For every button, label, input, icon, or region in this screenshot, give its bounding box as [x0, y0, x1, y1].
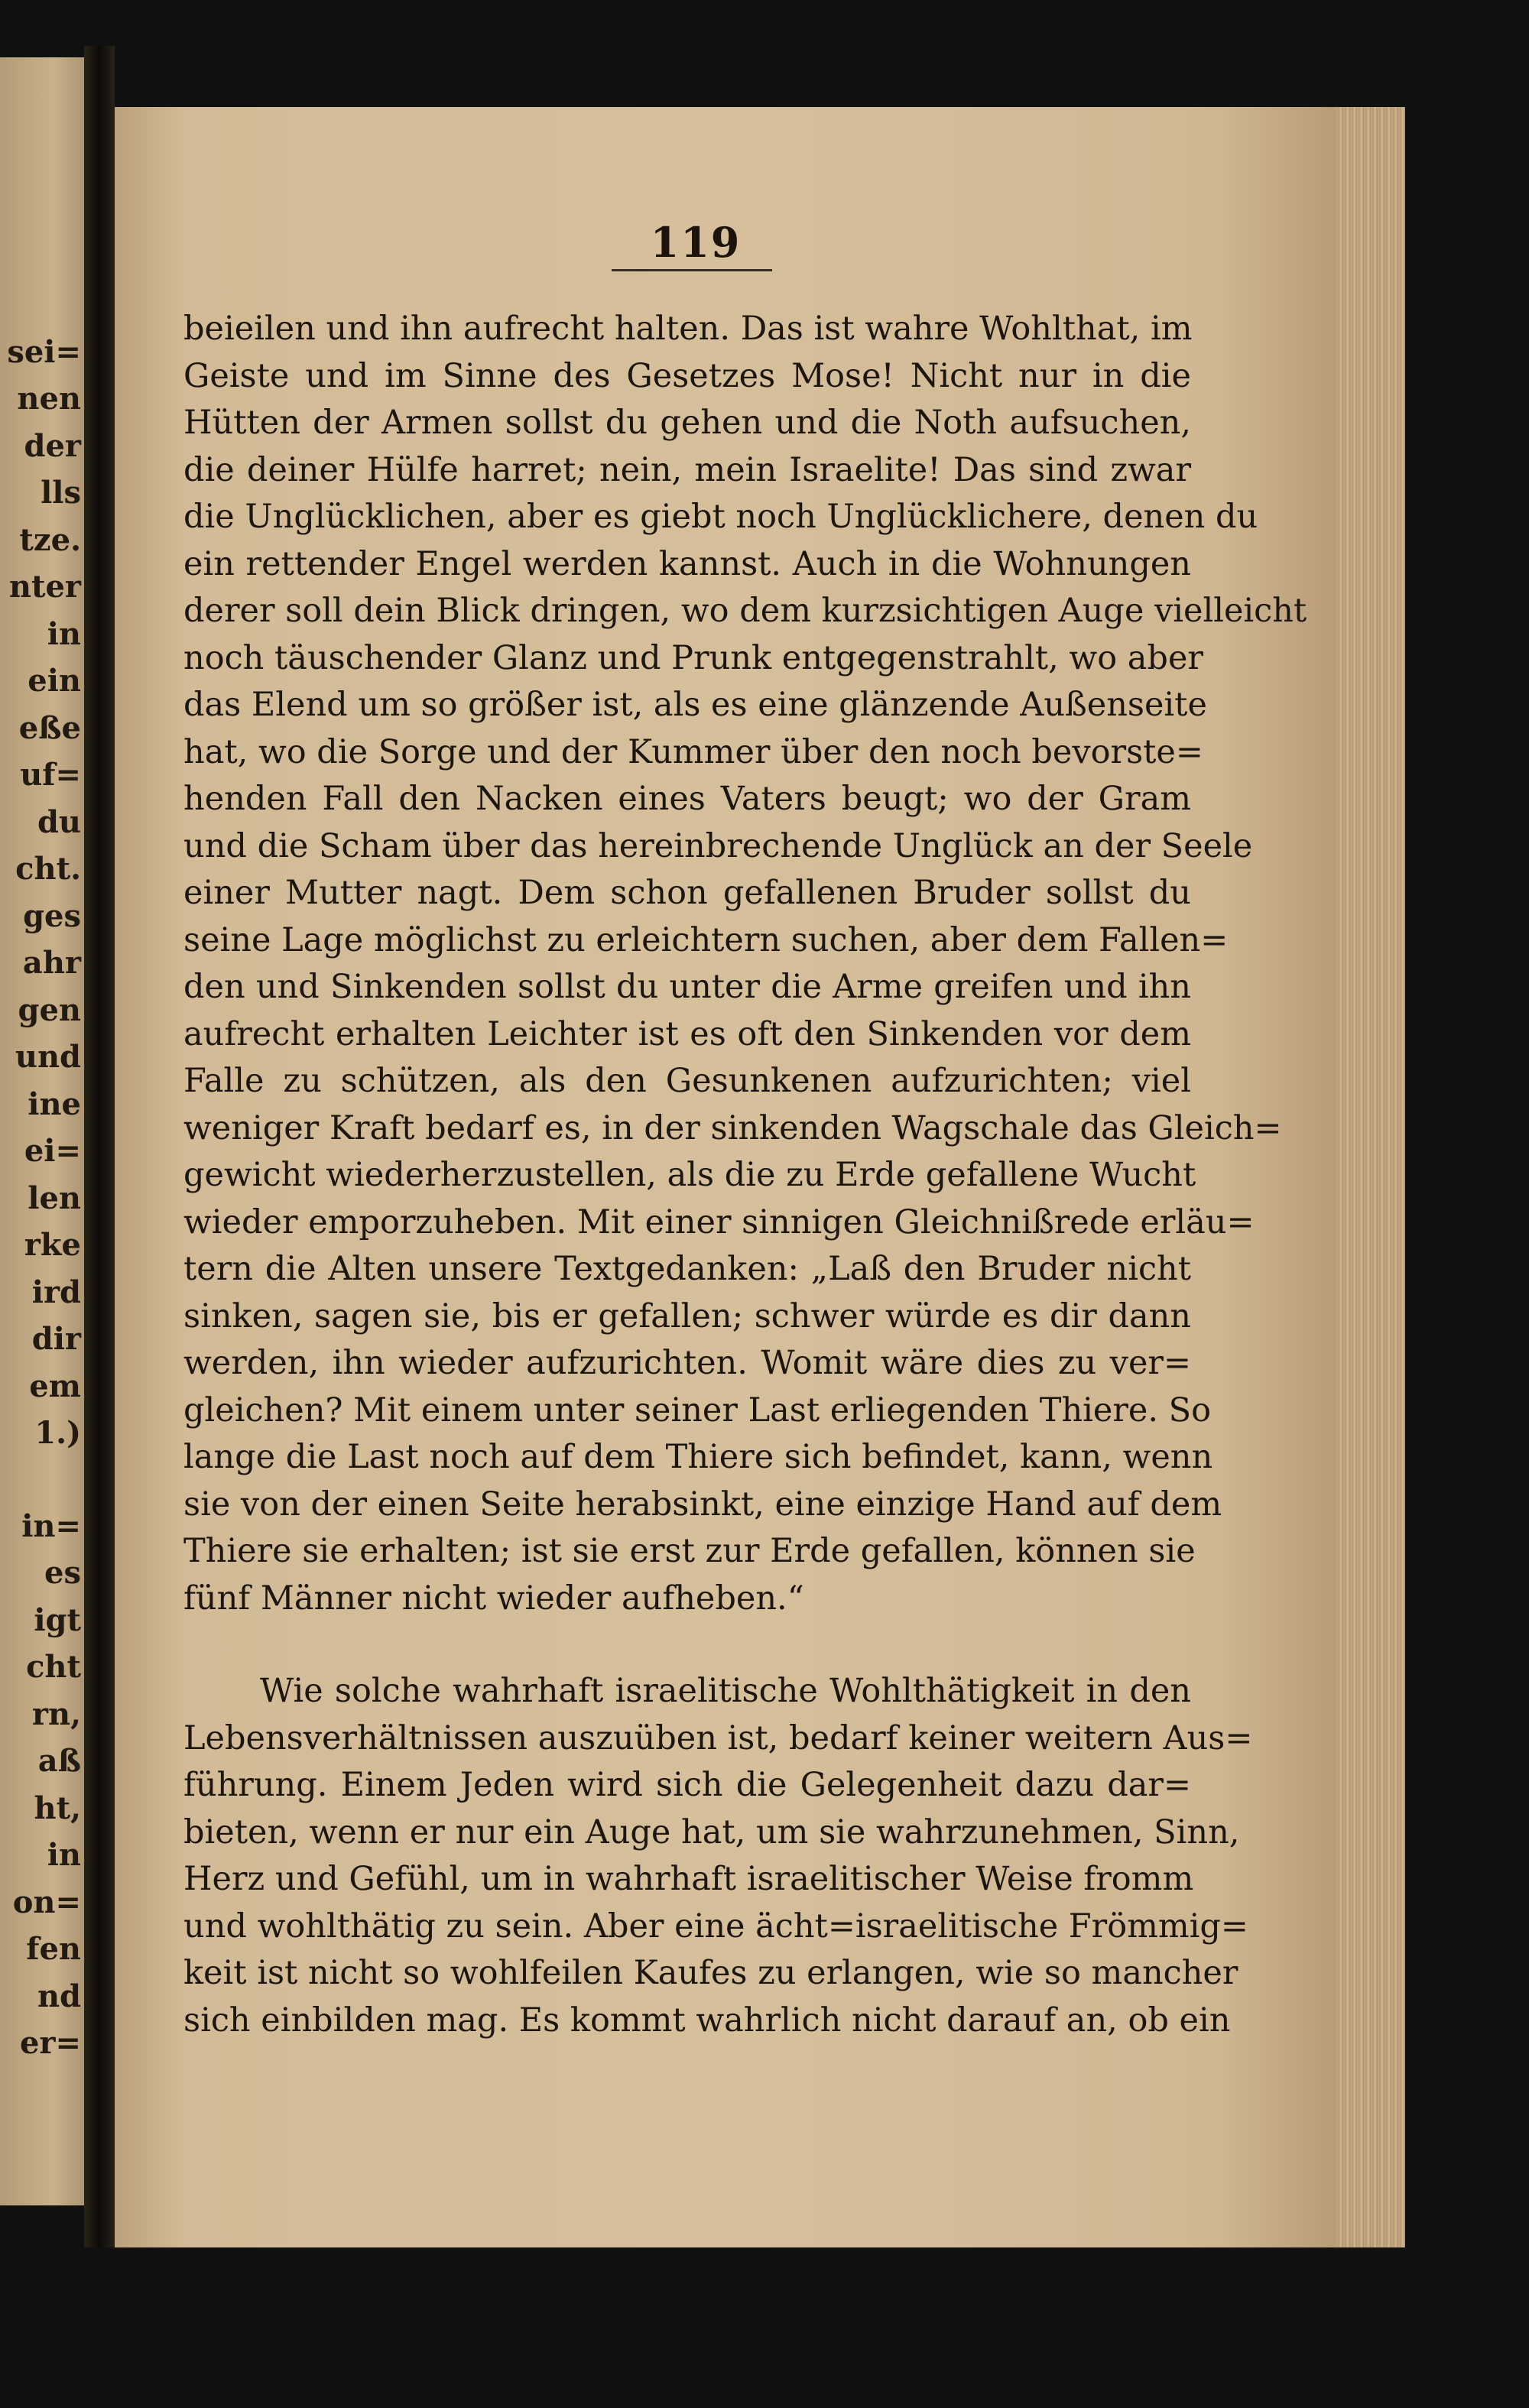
text-line: henden Fall den Nacken eines Vaters beugt; wo der Gram: [183, 780, 1191, 818]
left-line: aß: [37, 1743, 81, 1779]
left-line: 1.): [34, 1415, 81, 1451]
left-line: ine: [28, 1086, 81, 1122]
left-line: ei=: [24, 1133, 81, 1169]
left-line: igt: [34, 1602, 81, 1638]
left-line: es: [44, 1555, 81, 1591]
text-line: und die Scham über das hereinbrechende Unglück an der Seele: [183, 826, 1253, 865]
left-line: uf=: [20, 757, 81, 793]
text-line: Thiere sie erhalten; ist sie erst zur Erde gefallen, können sie: [183, 1532, 1196, 1570]
left-line: ein: [28, 663, 81, 699]
left-line: in=: [21, 1508, 81, 1544]
page-edges: [1336, 107, 1405, 2247]
text-line: aufrecht erhalten Leichter ist es oft den Sinkenden vor dem: [183, 1014, 1191, 1053]
paragraph-gap: [183, 1622, 1191, 1668]
left-line: der: [24, 428, 81, 464]
left-line: em: [29, 1368, 81, 1404]
text-line: die deiner Hülfe harret; nein, mein Israelite! Das sind zwar: [183, 450, 1191, 489]
left-line: er=: [19, 2025, 81, 2061]
text-line: die Unglücklichen, aber es giebt noch Unglücklichere, denen du: [183, 498, 1258, 536]
left-line: ht,: [34, 1790, 81, 1826]
left-line: und: [15, 1039, 81, 1075]
text-line: ein rettender Engel werden kannst. Auch in die Wohnungen: [183, 544, 1191, 583]
left-line: len: [28, 1180, 81, 1216]
left-line: lls: [41, 475, 81, 511]
text-line: Lebensverhältnissen auszuüben ist, bedarf keiner weitern Aus=: [183, 1718, 1253, 1757]
text-line: Falle zu schützen, als den Gesunkenen aufzurichten; viel: [183, 1062, 1191, 1100]
left-line: in: [47, 1837, 81, 1873]
text-line: fünf Männer nicht wieder aufheben.“: [183, 1579, 804, 1618]
text-line: führung. Einem Jeden wird sich die Gelegenheit dazu dar=: [183, 1766, 1191, 1804]
text-line: Herz und Gefühl, um in wahrhaft israelitischer Weise fromm: [183, 1860, 1194, 1898]
text-line: und wohlthätig zu sein. Aber eine ächt=israelitische Frömmig=: [183, 1907, 1248, 1946]
text-line: Geiste und im Sinne des Gesetzes Mose! Nicht nur in die: [183, 356, 1191, 395]
left-line: in: [47, 616, 81, 652]
text-line: gewicht wiederherzustellen, als die zu Erde gefallene Wucht: [183, 1156, 1196, 1194]
page-number-rule: [612, 269, 772, 271]
body-text: [183, 306, 1307, 2044]
text-line: Wie solche wahrhaft israelitische Wohlthätigkeit in den: [260, 1672, 1191, 1710]
left-line: ird: [31, 1274, 81, 1310]
text-line: wieder emporzuheben. Mit einer sinnigen Gleichnißrede erläu=: [183, 1202, 1255, 1241]
text-line: den und Sinkenden sollst du unter die Arme greifen und ihn: [183, 968, 1191, 1006]
text-line: sich einbilden mag. Es kommt wahrlich nicht darauf an, ob ein: [183, 2001, 1231, 2040]
text-line: einer Mutter nagt. Dem schon gefallenen Bruder sollst du: [183, 874, 1191, 912]
text-line: lange die Last noch auf dem Thiere sich befindet, kann, wenn: [183, 1438, 1213, 1476]
text-line: seine Lage möglichst zu erleichtern suchen, aber dem Fallen=: [183, 920, 1229, 959]
paragraph: [183, 1668, 1253, 2044]
left-line: ahr: [22, 945, 81, 981]
left-line: nd: [37, 1978, 81, 2014]
text-line: keit ist nicht so wohlfeilen Kaufes zu erlangen, wie so mancher: [183, 1954, 1238, 1992]
left-line: rn,: [31, 1696, 81, 1732]
text-line: werden, ihn wieder aufzurichten. Womit wäre dies zu ver=: [183, 1344, 1191, 1382]
left-line: on=: [12, 1884, 81, 1920]
text-line: sie von der einen Seite herabsinkt, eine einzige Hand auf dem: [183, 1485, 1222, 1524]
text-line: sinken, sagen sie, bis er gefallen; schwer würde es dir dann: [183, 1296, 1191, 1335]
left-line: cht.: [15, 851, 81, 887]
left-page-fragment: [0, 57, 90, 2205]
text-line: beieilen und ihn aufrecht halten. Das ist wahre Wohlthat, im: [183, 310, 1193, 348]
left-line: gen: [18, 992, 81, 1028]
left-line: tze.: [19, 522, 81, 558]
text-line: gleichen? Mit einem unter seiner Last erliegenden Thiere. So: [183, 1391, 1212, 1430]
book-gutter: [84, 46, 115, 2247]
left-line: nter: [8, 569, 81, 605]
text-line: weniger Kraft bedarf es, in der sinkenden Wagschale das Gleich=: [183, 1108, 1282, 1147]
left-line: rke: [24, 1227, 81, 1263]
left-line: fen: [26, 1931, 81, 1967]
left-line: dir: [31, 1321, 81, 1357]
left-line: du: [37, 804, 81, 840]
text-line: das Elend um so größer ist, als es eine glänzende Außenseite: [183, 686, 1207, 724]
left-line: eße: [18, 710, 81, 746]
paragraph: [183, 306, 1307, 1622]
text-line: noch täuschender Glanz und Prunk entgegenstrahlt, wo aber: [183, 638, 1203, 677]
left-line: nen: [17, 381, 81, 417]
left-line: sei=: [7, 334, 81, 370]
text-line: tern die Alten unsere Textgedanken: „Laß den Bruder nicht: [183, 1250, 1191, 1288]
text-line: Hütten der Armen sollst du gehen und die Noth aufsuchen,: [183, 404, 1191, 442]
text-line: derer soll dein Blick dringen, wo dem kurzsichtigen Auge vielleicht: [183, 592, 1307, 630]
text-line: bieten, wenn er nur ein Auge hat, um sie wahrzunehmen, Sinn,: [183, 1812, 1240, 1851]
page-number: 119: [650, 218, 742, 267]
text-line: hat, wo die Sorge und der Kummer über den noch bevorste=: [183, 732, 1203, 771]
left-line: cht: [26, 1649, 81, 1685]
left-line: ges: [23, 898, 81, 934]
